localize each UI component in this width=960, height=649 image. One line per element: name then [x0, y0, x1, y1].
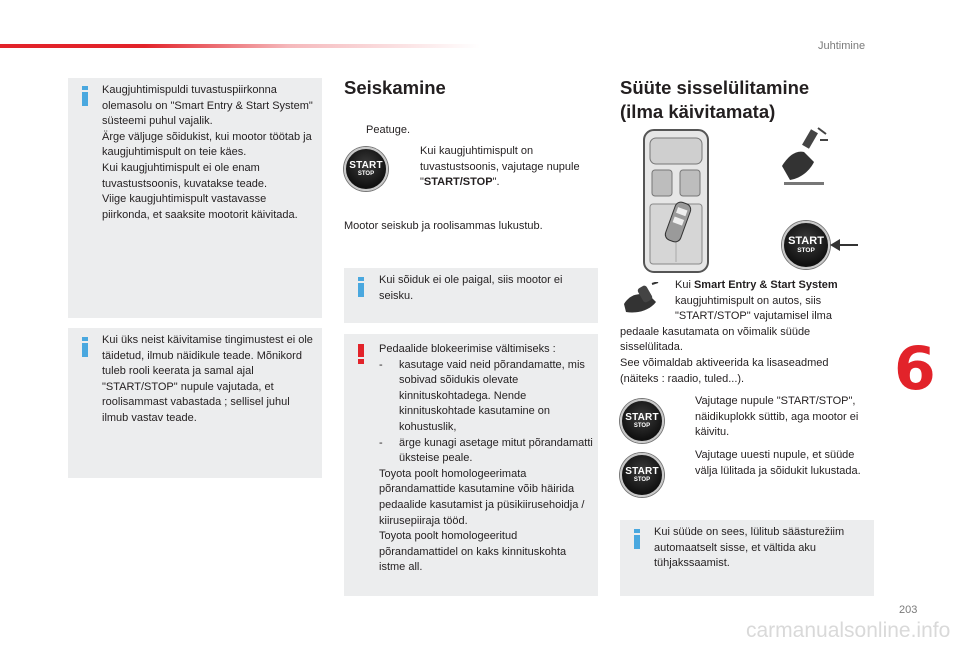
- step-stop-vehicle: Peatuge.: [366, 124, 411, 136]
- watermark-text: carmanualsonline.info: [746, 619, 951, 642]
- info-box-economy-mode: [620, 520, 874, 596]
- step-press-start-stop: Kui kaugjuhtimispult on tuvastustsoonis, vajutage nupule "START/STOP".: [420, 145, 580, 189]
- info-box-moving-vehicle: [344, 268, 598, 323]
- warning-icon: [358, 344, 364, 364]
- start-stop-button-icon: START STOP: [344, 147, 388, 191]
- press-arrow-icon: [830, 238, 858, 252]
- no-pedal-icon: [774, 126, 830, 186]
- info-icon: [82, 337, 88, 357]
- info-box-text: Kui sõiduk ei ole paigal, siis mootor ei seisku.: [379, 274, 563, 302]
- header-accent-bar: [0, 44, 480, 48]
- start-stop-button-illustration: START STOP: [782, 221, 830, 269]
- step-press-again: Vajutage uuesti nupule, et süüde välja lülitada ja sõidukit lukustada.: [695, 449, 861, 477]
- start-stop-button-icon: START STOP: [620, 399, 664, 443]
- section-title: Juhtimine: [818, 40, 866, 52]
- warning-box-floor-mats: [344, 334, 598, 596]
- info-icon: [82, 86, 88, 106]
- warning-text: Pedaalide blokeerimise vältimiseks : - kasutage vaid neid põrandamatte, mis sobivad sõidukis olevate kinnituskohtadega. Nende kinnituskohtade kasutamine on kohustuslik, - ärge kunagi asetage mitut põrandamatti üksteise peale. Toyota poolt homologeerimata põrandamattide kasutamine võib häirida pedaalide kasutamist ja püsikiirusehoidja / kiirusepiiraja tööd. Toyota poolt homologeeritud põrandamattidel on kaks kinnituskohta istme all.: [379, 343, 593, 574]
- info-icon: [634, 529, 640, 549]
- step-press-once: Vajutage nupule "START/STOP", näidikuplokk süttib, aga mootor ei käivitu.: [695, 395, 859, 439]
- page-number: 203: [899, 604, 918, 616]
- info-icon: [358, 277, 364, 297]
- vehicle-topview-illustration: [640, 126, 712, 276]
- info-box-text: Kaugjuhtimispuldi tuvastuspiirkonna olemasolu on "Smart Entry & Start System" süsteemi puhul vajalik. Ärge väljuge sõidukist, kui mootor töötab ja kaugjuhtimispult on teie käes. Kui kaugjuhtimispult ei ole enam tuvastustsoonis, kuvatakse teade. Viige kaugjuhtimispult vastavasse piirkonda, et saaksite mootorit käivitada.: [102, 84, 313, 221]
- section-heading-stopping: Seiskamine: [344, 77, 446, 98]
- section-heading-ignition: Süüte sisselülitamine (ilma käivitamata): [620, 77, 810, 122]
- ignition-intro-text: Kui Smart Entry & Start System kaugjuhtimispult on autos, siis "START/STOP" vajutamisel ilma pedaale kasutamata on võimalik süüde sisselülitada. See võimaldab aktiveerida ka lisaseadmed (näiteks : raadio, tuled...).: [620, 279, 838, 385]
- start-stop-button-icon: START STOP: [620, 453, 664, 497]
- chapter-number: 6: [894, 334, 936, 404]
- stop-result-text: Mootor seiskub ja roolisammas lukustub.: [344, 220, 543, 232]
- info-box-text: Kui süüde on sees, lülitub säästurežiim automaatselt sisse, et vältida aku tühjakssaamist.: [654, 526, 845, 570]
- info-box-start-conditions: [68, 328, 322, 478]
- info-box-remote-zone: [68, 78, 322, 318]
- info-box-text: Kui üks neist käivitamise tingimustest ei ole täidetud, ilmub näidikule teade. Mõnikord tuleb rooli keerata ja samal ajal "START/STOP" nupule vajutada, et roolisammast vabastada ; sellisel juhul ilmub vastav teade.: [102, 334, 313, 424]
